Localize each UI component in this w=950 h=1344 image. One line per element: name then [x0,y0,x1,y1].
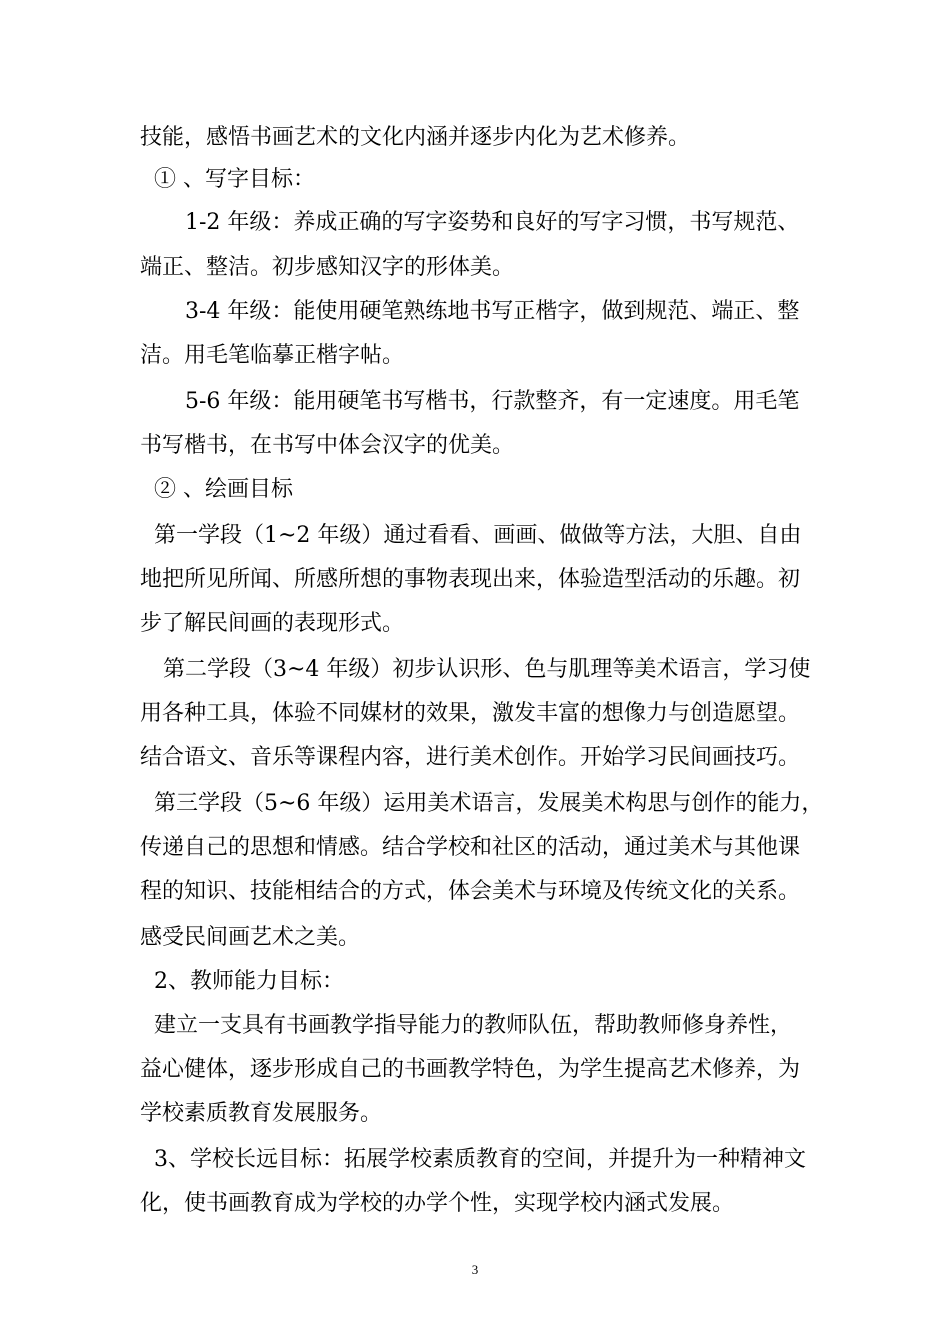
text-line: 端正、整洁。初步感知汉字的形体美。 [140,255,515,280]
text-line: 感受民间画艺术之美。 [140,925,361,950]
text-line: 用各种工具，体验不同媒材的效果，激发丰富的想像力与创造愿望。 [140,701,801,726]
text-line: 第二学段（3~4 年级）初步认识形、色与肌理等美术语言，学习使 [163,657,811,682]
text-line: 地把所见所闻、所感所想的事物表现出来，体验造型活动的乐趣。初 [140,567,801,592]
text-line: 2、教师能力目标： [154,969,344,994]
text-line: 技能，感悟书画艺术的文化内涵并逐步内化为艺术修养。 [140,125,691,150]
text-line: 建立一支具有书画教学指导能力的教师队伍，帮助教师修身养性， [154,1013,793,1038]
text-line: 第一学段（1~2 年级）通过看看、画画、做做等方法，大胆、自由 [154,523,802,548]
text-line: 3、学校长远目标：拓展学校素质教育的空间，并提升为一种精神文 [154,1147,806,1172]
text-line: 3-4 年级：能使用硬笔熟练地书写正楷字，做到规范、端正、整 [185,299,800,324]
page-number: 3 [471,1262,479,1277]
text-line: 步了解民间画的表现形式。 [140,611,405,636]
text-line: 程的知识、技能相结合的方式，体会美术与环境及传统文化的关系。 [140,879,801,904]
text-line: 化，使书画教育成为学校的办学个性，实现学校内涵式发展。 [140,1191,735,1216]
text-line: 结合语文、音乐等课程内容，进行美术创作。开始学习民间画技巧。 [140,745,801,770]
text-line: 1-2 年级：养成正确的写字姿势和良好的写字习惯，书写规范、 [185,210,800,235]
text-line: ② 、绘画目标 [154,477,293,502]
text-line: 洁。用毛笔临摹正楷字帖。 [140,343,405,368]
text-line: 学校素质教育发展服务。 [140,1101,383,1126]
text-line: 益心健体，逐步形成自己的书画教学特色，为学生提高艺术修养，为 [140,1057,801,1082]
text-line: 5-6 年级：能用硬笔书写楷书，行款整齐，有一定速度。用毛笔 [185,389,800,414]
text-line: ① 、写字目标： [154,167,315,192]
text-line: 传递自己的思想和情感。结合学校和社区的活动，通过美术与其他课 [140,835,801,860]
text-line: 第三学段（5~6 年级）运用美术语言，发展美术构思与创作的能力， [154,791,824,816]
text-line: 书写楷书，在书写中体会汉字的优美。 [140,433,515,458]
